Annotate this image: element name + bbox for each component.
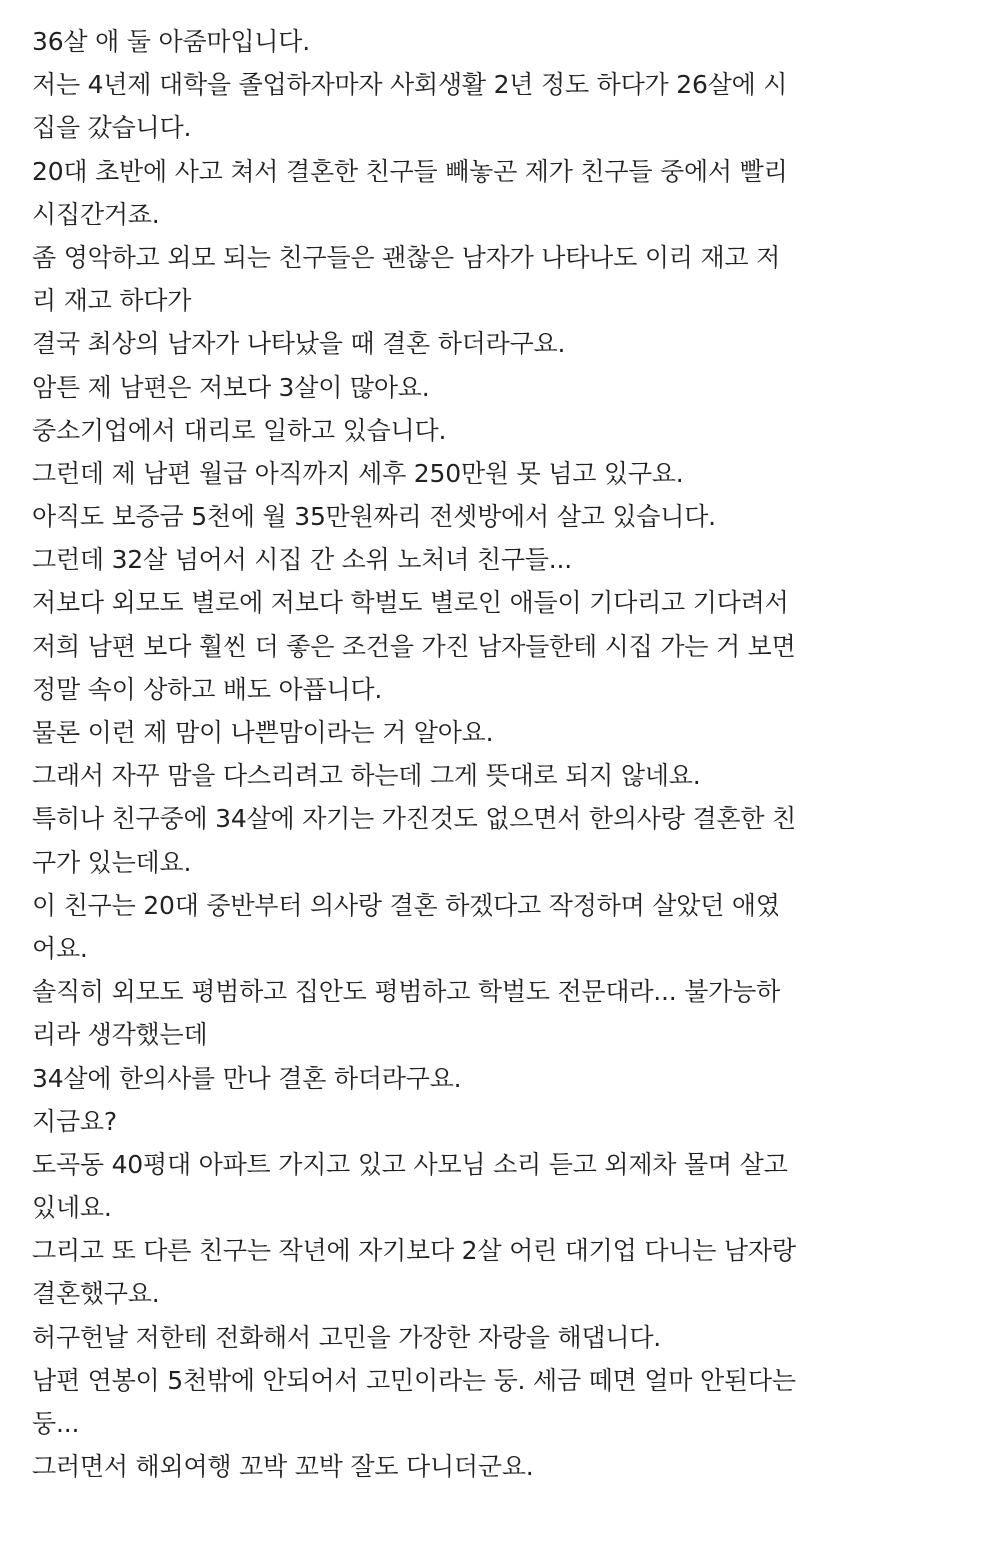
post-line: 정말 속이 상하고 배도 아픕니다.	[32, 674, 383, 704]
post-line: 결국 최상의 남자가 나타났을 때 결혼 하더라구요.	[32, 329, 566, 359]
post-line: 암튼 제 남편은 저보다 3살이 많아요.	[32, 372, 430, 402]
post-line: 도곡동 40평대 아파트 가지고 있고 사모님 소리 듣고 외제차 몰며 살고	[32, 1149, 788, 1179]
post-line: 저희 남편 보다 훨씬 더 좋은 조건을 가진 남자들한테 시집 가는 거 보면	[32, 631, 796, 661]
post-line: 그런데 제 남편 월급 아직까지 세후 250만원 못 넘고 있구요.	[32, 458, 684, 488]
post-line: 리라 생각했는데	[32, 1020, 208, 1050]
post-line: 그러면서 해외여행 꼬박 꼬박 잘도 다니더군요.	[32, 1452, 534, 1482]
post-line: 이 친구는 20대 중반부터 의사랑 결혼 하겠다고 작정하며 살았던 애였	[32, 890, 780, 920]
post-line: 시집간거죠.	[32, 199, 160, 229]
post-line: 34살에 한의사를 만나 결혼 하더라구요.	[32, 1063, 462, 1093]
post-line: 어요.	[32, 933, 88, 963]
post-line: 20대 초반에 사고 쳐서 결혼한 친구들 빼놓곤 제가 친구들 중에서 빨리	[32, 156, 788, 186]
post-line: 그래서 자꾸 맘을 다스리려고 하는데 그게 뜻대로 되지 않네요.	[32, 761, 701, 791]
post-line: 솔직히 외모도 평범하고 집안도 평범하고 학벌도 전문대라... 불가능하	[32, 977, 781, 1007]
post-line: 저보다 외모도 별로에 저보다 학벌도 별로인 애들이 기다리고 기다려서	[32, 588, 789, 618]
post-line: 물론 이런 제 맘이 나쁜맘이라는 거 알아요.	[32, 718, 494, 747]
post-body	[32, 0, 982, 1488]
post-line: 있네요.	[32, 1193, 112, 1223]
post-line: 특히나 친구중에 34살에 자기는 가진것도 없으면서 한의사랑 결혼한 친	[32, 804, 796, 834]
post-line: 리 재고 하다가	[32, 286, 192, 316]
post-line: 아직도 보증금 5천에 월 35만원짜리 전셋방에서 살고 있습니다.	[32, 502, 716, 532]
post-line: 둥...	[32, 1409, 80, 1438]
post-line: 구가 있는데요.	[32, 847, 192, 877]
post-line: 36살 애 둘 아줌마입니다.	[32, 27, 310, 56]
post-line: 집을 갔습니다.	[32, 113, 192, 143]
post-line: 그리고 또 다른 친구는 작년에 자기보다 2살 어린 대기업 다니는 남자랑	[32, 1236, 796, 1266]
post-line: 좀 영악하고 외모 되는 친구들은 괜찮은 남자가 나타나도 이리 재고 저	[32, 242, 781, 272]
post-line: 지금요?	[32, 1106, 117, 1136]
post-line: 허구헌날 저한테 전화해서 고민을 가장한 자랑을 해댑니다.	[32, 1322, 662, 1352]
post-line: 그런데 32살 넘어서 시집 간 소위 노처녀 친구들...	[32, 545, 572, 575]
post-line: 결혼했구요.	[32, 1279, 160, 1309]
post-line: 저는 4년제 대학을 졸업하자마자 사회생활 2년 정도 하다가 26살에 시	[32, 70, 788, 100]
post-line: 남편 연봉이 5천밖에 안되어서 고민이라는 둥. 세금 떼면 얼마 안된다는	[32, 1365, 796, 1395]
post-line: 중소기업에서 대리로 일하고 있습니다.	[32, 415, 447, 445]
